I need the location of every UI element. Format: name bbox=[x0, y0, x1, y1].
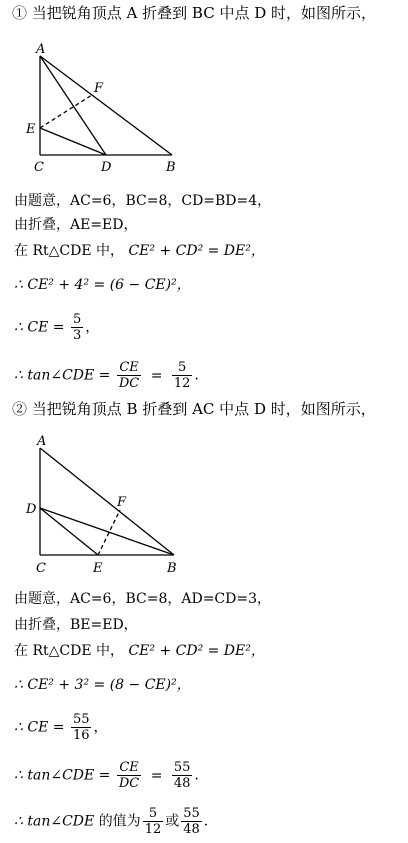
conclusion-frac2 bbox=[181, 806, 202, 837]
case1-rt-eq: CE² + CD² = DE²， bbox=[128, 243, 265, 259]
case2-ce-lhs: ∴ CE = bbox=[14, 719, 65, 736]
conclusion-or: 或 bbox=[165, 813, 180, 830]
case1-label-C: C bbox=[34, 160, 44, 175]
case2-sub-lhs: ∴ CE² + 3² = bbox=[14, 677, 106, 693]
case2-header: ② 当把锐角顶点 B 折叠到 AC 中点 D 时，如图所示， bbox=[12, 400, 376, 418]
case1-sub-lhs: ∴ CE² + 4² = bbox=[14, 277, 106, 293]
case2-sub bbox=[14, 676, 191, 694]
case2-tan-frac1 bbox=[117, 760, 141, 791]
case1-tan-end: ． bbox=[194, 367, 209, 384]
case2-label-B: B bbox=[167, 561, 177, 576]
case1-rt-prefix: 在 Rt△CDE 中， bbox=[14, 243, 124, 259]
case2-sub-rhs: (8 − CE)² bbox=[109, 677, 177, 693]
case2-rt-prefix: 在 Rt△CDE 中， bbox=[14, 643, 124, 659]
case2-label-D: D bbox=[26, 502, 37, 517]
case2-label-C: C bbox=[36, 561, 46, 576]
conclusion-num1: 5 bbox=[148, 806, 158, 821]
case1-tan-den2: 12 bbox=[173, 376, 191, 391]
case1-tan-den1: DC bbox=[118, 376, 140, 391]
case2-segment-DB bbox=[40, 508, 174, 555]
conclusion-mid: 的值为 bbox=[98, 813, 141, 830]
case1-ce-lhs: ∴ CE = bbox=[14, 319, 65, 336]
case2-label-F: F bbox=[117, 495, 127, 510]
case2-tan-den2: 48 bbox=[173, 776, 191, 791]
case2-label-A: A bbox=[37, 434, 47, 449]
case1-side-AB bbox=[40, 56, 172, 155]
case2-side-AB bbox=[40, 448, 174, 555]
case1-label-A: A bbox=[36, 42, 46, 57]
conclusion-den2: 48 bbox=[183, 822, 200, 837]
case1-tan-eq: = bbox=[150, 367, 163, 384]
case1-segment-AD bbox=[40, 56, 106, 155]
case2-rt bbox=[14, 642, 265, 660]
case2-given: 由题意，AC=6，BC=8，AD=CD=3， bbox=[14, 591, 271, 607]
case2-tan-num1: CE bbox=[119, 760, 139, 775]
case1-tan-num2: 5 bbox=[178, 360, 187, 375]
case2-label-E: E bbox=[93, 561, 103, 576]
conclusion-lhs: ∴ tan∠CDE bbox=[14, 813, 95, 830]
case2-tan-eq: = bbox=[150, 767, 163, 784]
case2-tan-lhs: ∴ tan∠CDE = bbox=[14, 767, 111, 784]
case1-label-F: F bbox=[94, 81, 104, 96]
case2-ce-end: ， bbox=[93, 719, 108, 736]
case1-label-B: B bbox=[166, 160, 176, 175]
case1-ce-den: 3 bbox=[72, 328, 82, 343]
case1-tan-frac1 bbox=[117, 360, 141, 391]
case1-sub-end: ， bbox=[176, 277, 191, 293]
case1-tan-num1: CE bbox=[119, 360, 139, 375]
case1-ce-num: 5 bbox=[72, 312, 82, 327]
case2-ce bbox=[14, 712, 107, 743]
case2-tan-frac2 bbox=[172, 760, 193, 791]
case2-ce-num: 55 bbox=[72, 712, 90, 727]
case2-sub-end: ， bbox=[176, 677, 191, 693]
case1-diagram bbox=[0, 40, 408, 190]
case2-tan-end: ． bbox=[194, 767, 209, 784]
case1-ce-fraction bbox=[71, 312, 83, 343]
case1-fold: 由折叠，AE=ED， bbox=[14, 217, 138, 233]
case1-rt bbox=[14, 242, 265, 260]
case1-sub bbox=[14, 276, 191, 294]
case1-given: 由题意，AC=6，BC=8，CD=BD=4， bbox=[14, 193, 272, 209]
case1-ce bbox=[14, 312, 99, 343]
case2-ce-den: 16 bbox=[72, 728, 90, 743]
case1-ce-end: ， bbox=[85, 319, 100, 336]
case2-segment-DE bbox=[40, 508, 98, 555]
case1-label-E: E bbox=[26, 122, 36, 137]
case1-header: ① 当把锐角顶点 A 折叠到 BC 中点 D 时，如图所示， bbox=[12, 4, 377, 22]
case1-tan-lhs: ∴ tan∠CDE = bbox=[14, 367, 111, 384]
conclusion-frac1 bbox=[143, 806, 164, 837]
case1-segment-ED bbox=[40, 128, 106, 155]
case2-tan bbox=[14, 760, 208, 791]
case2-fold: 由折叠，BE=ED， bbox=[14, 617, 138, 633]
conclusion-end: ． bbox=[203, 813, 218, 830]
conclusion-num2: 55 bbox=[183, 806, 200, 821]
case2-ce-fraction bbox=[71, 712, 92, 743]
conclusion-den1: 12 bbox=[144, 822, 162, 837]
conclusion bbox=[14, 806, 218, 837]
case1-tan bbox=[14, 360, 208, 391]
case2-rt-eq: CE² + CD² = DE²， bbox=[128, 643, 265, 659]
case2-diagram bbox=[0, 430, 408, 580]
case1-label-D: D bbox=[101, 160, 112, 175]
case2-tan-num2: 55 bbox=[173, 760, 191, 775]
case1-sub-rhs: (6 − CE)² bbox=[109, 277, 177, 293]
case2-tan-den1: DC bbox=[118, 776, 140, 791]
case1-tan-frac2 bbox=[172, 360, 193, 391]
